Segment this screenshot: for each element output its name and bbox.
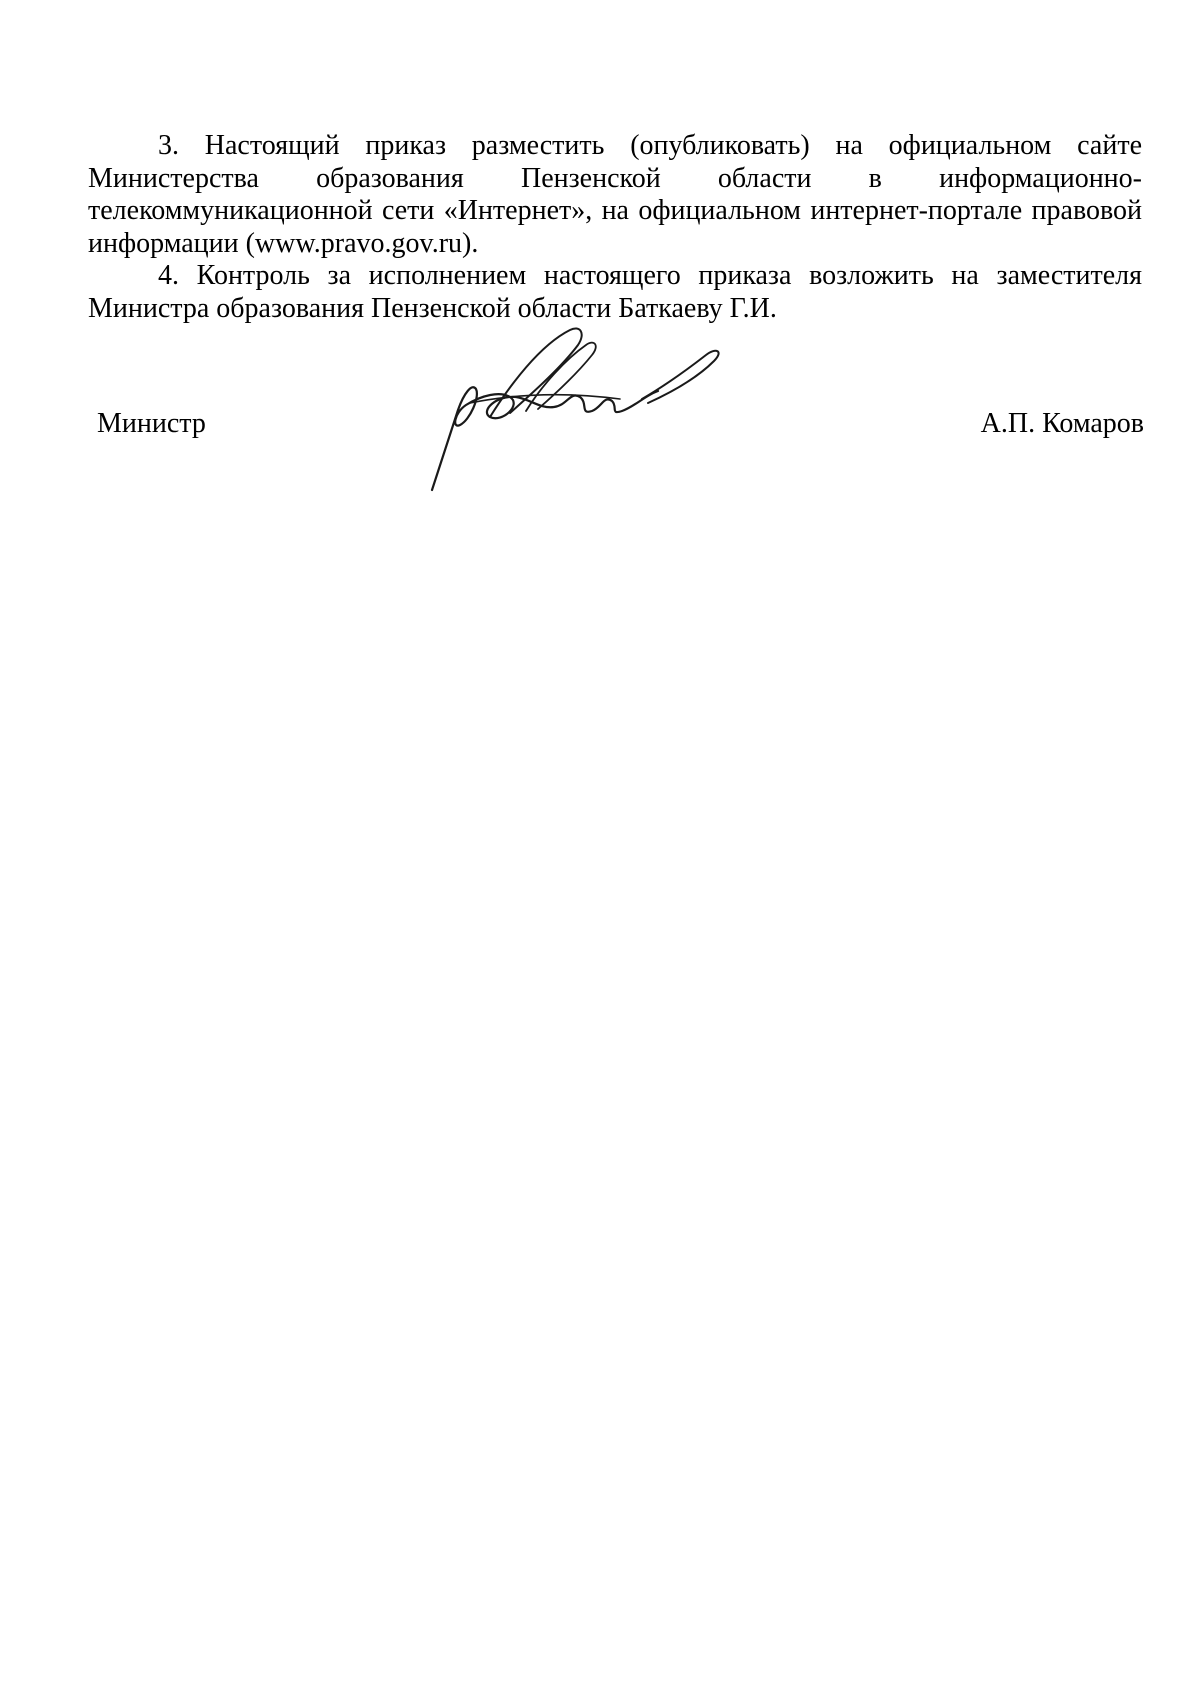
signature-block	[0, 408, 1200, 448]
signature-stroke-tail	[642, 351, 719, 403]
paragraph-4: 4. Контроль за исполнением настоящего приказа возложить на заместителя Министра образования Пензенской области Баткаеву Г.И.	[88, 260, 1142, 324]
signatory-name: А.П. Комаров	[980, 408, 1144, 439]
paragraph-3: 3. Настоящий приказ разместить (опубликовать) на официальном сайте Министерства образования Пензенской области в информационно-телекоммуникационной сети «Интернет», на официальном интернет-портале правовой информации (www.pravo.gov.ru).	[88, 130, 1142, 259]
document-body	[88, 130, 1142, 325]
signatory-title: Министр	[97, 408, 206, 439]
signature-stroke-second-loop	[526, 343, 596, 411]
